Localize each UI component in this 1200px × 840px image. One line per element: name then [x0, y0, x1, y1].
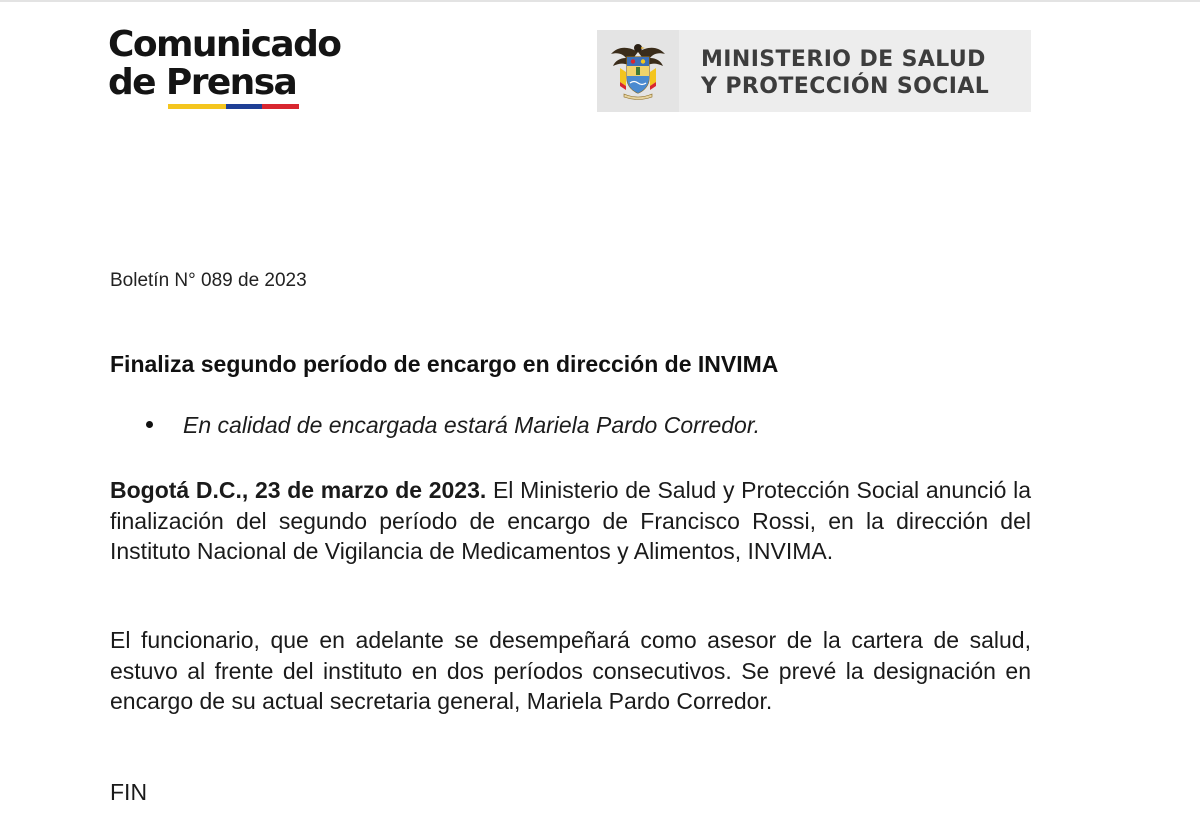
tricolor-blue — [226, 104, 262, 109]
summary-bullet — [146, 412, 760, 439]
flag-tricolor-bar — [168, 104, 299, 109]
summary-bullet-text: En calidad de encargada estará Mariela Pardo Corredor. — [183, 412, 761, 438]
closing-mark: FIN — [110, 779, 148, 805]
tricolor-yellow — [168, 104, 226, 109]
ministry-name-line-2: Y PROTECCIÓN SOCIAL — [701, 74, 990, 99]
page-top-rule — [0, 0, 1200, 2]
dateline: Bogotá D.C., 23 de marzo de 2023. — [110, 477, 487, 503]
brand-title-line-2: de Prensa — [108, 62, 297, 103]
ministry-logo — [597, 30, 1031, 112]
ministry-name — [701, 46, 989, 100]
body-paragraph-2: El funcionario, que en adelante se desempeñará como asesor de la cartera de salud, estuvo al frente del instituto en dos períodos consecutivos. Se prevé la designación en encargo de su actual secretaria general, Mariela Pardo Corredor. — [110, 627, 1031, 714]
coat-of-arms-icon — [608, 38, 668, 102]
press-release-logo — [108, 26, 368, 102]
brand-title-line-1: Comunicado — [108, 24, 341, 65]
bullet-dot-icon — [146, 421, 153, 428]
ministry-shield-area — [597, 30, 679, 112]
press-release-headline: Finaliza segundo período de encargo en dirección de INVIMA — [110, 351, 779, 377]
ministry-name-line-1: MINISTERIO DE SALUD — [701, 47, 986, 72]
body-paragraph-1-text: El Ministerio de Salud y Protección Social anunció la finalización del segundo período de encargo de Francisco Rossi, en la dirección del Instituto Nacional de Vigilancia de Medicamentos y Alimentos, INVIMA. — [110, 477, 1031, 564]
bulletin-number: Boletín N° 089 de 2023 — [110, 270, 307, 291]
body-paragraph-1 — [110, 475, 1031, 567]
tricolor-red — [262, 104, 299, 109]
